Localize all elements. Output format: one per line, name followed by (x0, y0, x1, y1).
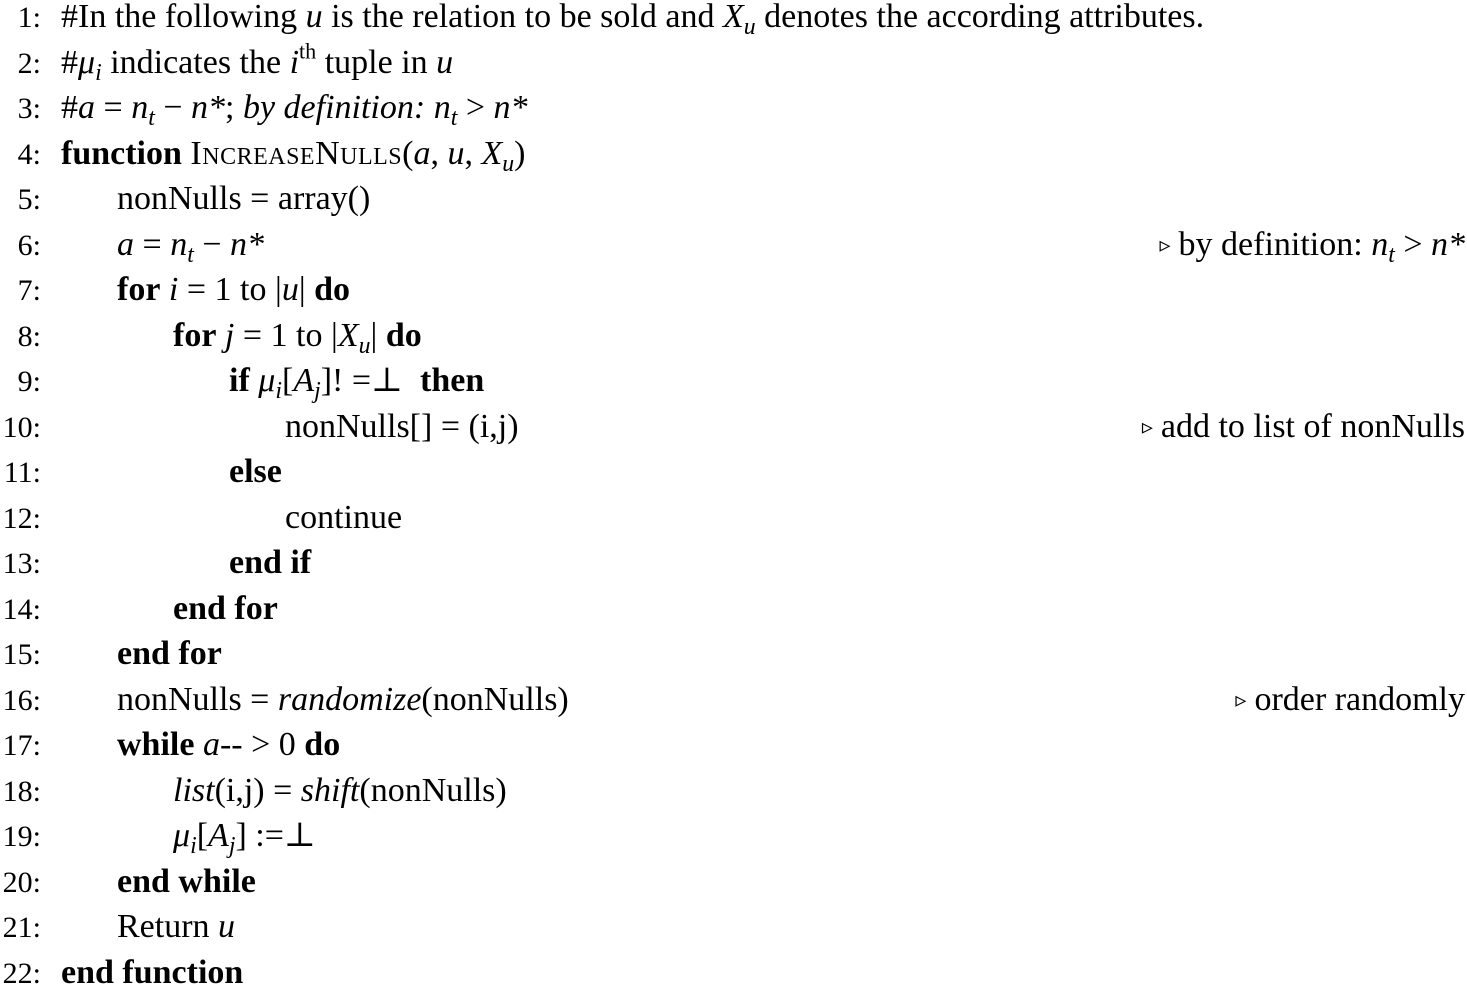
line-number: 12: (0, 504, 41, 534)
line-code: #a = $n_t - n*$; by definition: $n_t > n*$ (61, 91, 528, 125)
line-number: 21: (0, 913, 41, 943)
line-number: 1: (0, 3, 41, 33)
line-number: 19: (0, 822, 41, 852)
line-code: #In the following u is the relation to be sold and $X_u$ denotes the according attributes. (61, 0, 1204, 34)
algorithm-line (0, 683, 1467, 729)
line-number: 16: (0, 686, 41, 716)
function-name: IncreaseNulls (190, 135, 402, 172)
line-number: 11: (0, 458, 41, 488)
line-number: 9: (0, 367, 41, 397)
algorithm-line (0, 91, 1467, 137)
line-code: for j = 1 to $|X_u|$ do (173, 319, 422, 353)
line-number: 10: (0, 413, 41, 443)
algorithm-line (0, 46, 1467, 92)
line-code: end for (117, 637, 222, 671)
algorithm-line (0, 956, 1467, 1001)
algorithm-line (0, 728, 1467, 774)
line-code: end if (229, 546, 311, 580)
algorithm-line (0, 774, 1467, 820)
comment-triangle-icon: ▹ (1142, 416, 1153, 438)
algorithm-line (0, 637, 1467, 683)
line-code: if $\mu_i[A_j]$! =⊥ then (229, 364, 484, 398)
algorithm-line (0, 501, 1467, 547)
line-code: while a-- > 0 do (117, 728, 340, 762)
line-code: $\#\mu_i$ indicates the $i^{th}$ tuple in u (61, 46, 453, 80)
line-number: 20: (0, 868, 41, 898)
line-code: end while (117, 865, 256, 899)
line-number: 17: (0, 731, 41, 761)
line-code: $a = n_t - n*$ (117, 228, 264, 262)
line-number: 5: (0, 185, 41, 215)
algorithm-line (0, 410, 1467, 456)
algorithm-line (0, 228, 1467, 274)
line-number: 14: (0, 595, 41, 625)
algorithm-line (0, 865, 1467, 911)
comment-triangle-icon: ▹ (1235, 689, 1246, 711)
line-number: 3: (0, 94, 41, 124)
algorithm-line (0, 137, 1467, 183)
algorithm-line (0, 182, 1467, 228)
line-number: 7: (0, 276, 41, 306)
line-comment: ▹ order randomly (1235, 683, 1465, 717)
comment-triangle-icon: ▹ (1159, 234, 1170, 256)
line-number: 13: (0, 549, 41, 579)
line-code: continue (285, 501, 402, 535)
algorithm-line (0, 910, 1467, 956)
algorithm-line (0, 319, 1467, 365)
line-number: 6: (0, 231, 41, 261)
keyword-function: function (61, 135, 182, 172)
line-code: else (229, 455, 282, 489)
line-number: 4: (0, 140, 41, 170)
line-code: nonNulls = array() (117, 182, 370, 216)
line-comment: ▹ by definition: $n_t > n*$ (1159, 228, 1465, 262)
line-number: 15: (0, 640, 41, 670)
line-code: nonNulls[] = (i,j) (285, 410, 519, 444)
algorithm-line (0, 819, 1467, 865)
line-number: 8: (0, 322, 41, 352)
line-number: 2: (0, 49, 41, 79)
line-number: 22: (0, 959, 41, 989)
line-code: $\mu_i[A_j]$ :=⊥ (173, 819, 316, 853)
line-code: for i = 1 to |u| do (117, 273, 350, 307)
algorithm-line (0, 546, 1467, 592)
algorithm-line (0, 273, 1467, 319)
line-code: nonNulls = randomize(nonNulls) (117, 683, 569, 717)
algorithm-line (0, 592, 1467, 638)
line-comment: ▹ add to list of nonNulls (1142, 410, 1465, 444)
line-code: end for (173, 592, 278, 626)
algorithm-line (0, 455, 1467, 501)
algorithm-line (0, 0, 1467, 46)
line-code: function IncreaseNulls(a, u, $X_u$) (61, 137, 526, 171)
line-code: end function (61, 956, 243, 990)
algorithm-line (0, 364, 1467, 410)
line-number: 18: (0, 777, 41, 807)
line-code: Return u (117, 910, 235, 944)
line-code: list(i,j) = shift(nonNulls) (173, 774, 507, 808)
